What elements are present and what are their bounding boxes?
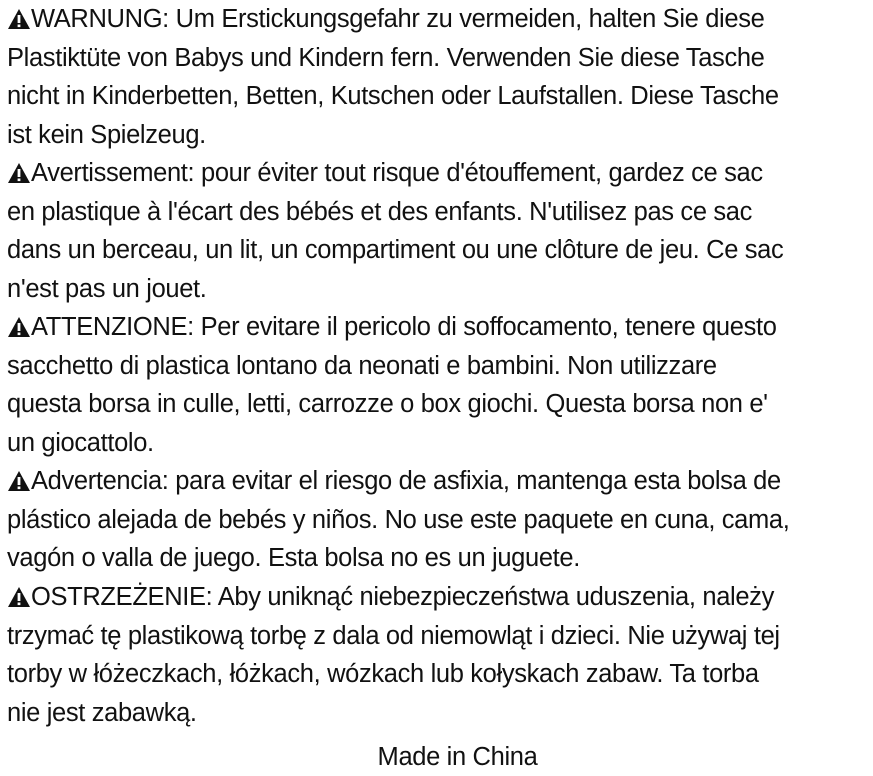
warning-line: nicht in Kinderbetten, Betten, Kutschen oder Laufstallen. Diese Tasche bbox=[7, 82, 779, 110]
warning-line: WARNUNG: Um Erstickungsgefahr zu vermeiden, halten Sie diese bbox=[7, 0, 869, 39]
warning-triangle-icon bbox=[7, 470, 31, 492]
warning-german bbox=[7, 0, 869, 154]
warning-line: trzymać tę plastikową torbę z dala od niemowląt i dzieci. Nie używaj tej bbox=[7, 621, 780, 650]
warning-french bbox=[7, 154, 869, 308]
warning-triangle-icon bbox=[7, 586, 31, 608]
warning-line: torby w łóżeczkach, łóżkach, wózkach lub kołyskach zabaw. Ta torba bbox=[7, 660, 759, 688]
warning-italian bbox=[7, 308, 869, 462]
warning-line: OSTRZEŻENIE: Aby uniknąć niebezpieczeństwa uduszenia, należy bbox=[7, 578, 869, 617]
warning-line: vagón o valla de juego. Esta bolsa no es un juguete. bbox=[7, 544, 580, 572]
warning-spanish bbox=[7, 462, 869, 578]
warning-line: n'est pas un jouet. bbox=[7, 274, 207, 303]
warning-polish bbox=[7, 578, 869, 732]
warning-triangle-icon bbox=[7, 316, 31, 338]
warning-line: Advertencia: para evitar el riesgo de asfixia, mantenga esta bolsa de bbox=[7, 462, 869, 501]
warning-line: questa borsa in culle, letti, carrozze o box giochi. Questa borsa non e' bbox=[7, 390, 768, 418]
warning-line: en plastique à l'écart des bébés et des enfants. N'utilisez pas ce sac bbox=[7, 197, 753, 226]
warning-line: plástico alejada de bebés y niños. No use este paquete en cuna, cama, bbox=[7, 505, 790, 534]
warning-line: dans un berceau, un lit, un compartiment ou une clôture de jeu. Ce sac bbox=[7, 236, 784, 264]
warning-line: un giocattolo. bbox=[7, 428, 154, 457]
warning-line: Plastiktüte von Babys und Kindern fern. Verwenden Sie diese Tasche bbox=[7, 43, 765, 72]
warning-line: sacchetto di plastica lontano da neonati e bambini. Non utilizzare bbox=[7, 351, 717, 380]
warning-line: ATTENZIONE: Per evitare il pericolo di soffocamento, tenere questo bbox=[7, 308, 869, 347]
warning-triangle-icon bbox=[7, 162, 31, 184]
made-in-label: Made in China bbox=[377, 743, 538, 771]
warning-line: Avertissement: pour éviter tout risque d'étouffement, gardez ce sac bbox=[7, 154, 869, 193]
warning-triangle-icon bbox=[7, 8, 31, 30]
warning-line: ist kein Spielzeug. bbox=[7, 120, 206, 149]
warning-line: nie jest zabawką. bbox=[7, 698, 197, 727]
origin-footer bbox=[0, 738, 873, 776]
